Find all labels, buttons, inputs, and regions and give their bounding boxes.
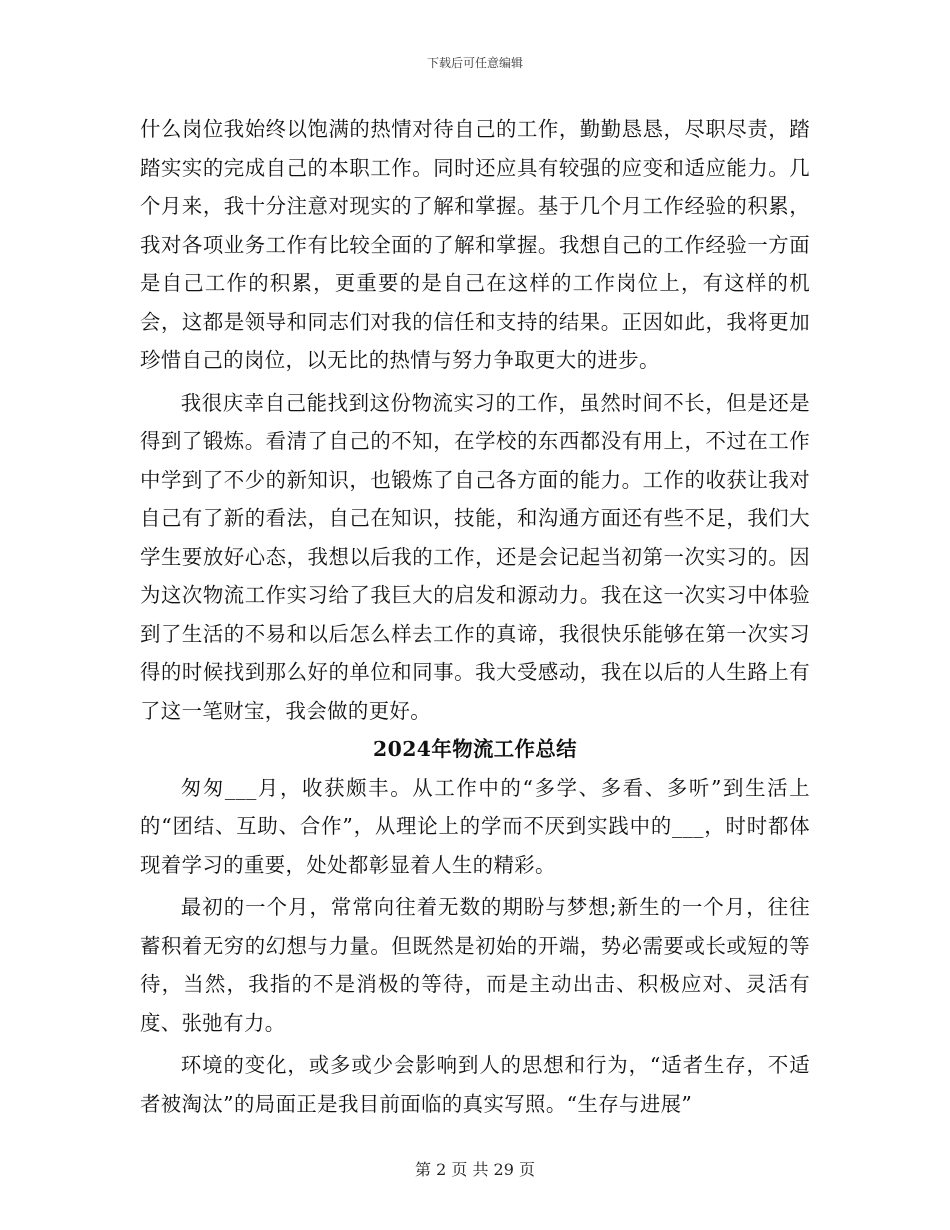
section-title: 2024年物流工作总结 xyxy=(373,737,577,761)
header-note: 下载后可任意编辑 xyxy=(426,56,523,70)
section-paragraph-2: 最初的一个月，常常向往着无数的期盼与梦想;新生的一个月，往往蓄积着无穷的幻想与力量。但既然是初始的开端，势必需要或长或短的等待，当然，我指的不是消极的等待，而是主动出击、积极应对、灵活有度、张弛有力。 xyxy=(140,895,810,1035)
page-number: 第 2 页 共 29 页 xyxy=(415,1160,535,1179)
document-body xyxy=(140,110,810,1123)
section-paragraph-1: 匆匆___月，收获颇丰。从工作中的“多学、多看、多听”到生活上的“团结、互助、合作”，从理论上的学而不厌到实践中的___，时时都体现着学习的重要，处处都彰显着人生的精彩。 xyxy=(140,775,810,877)
section-paragraph-3: 环境的变化，或多或少会影响到人的思想和行为，“适者生存，不适者被淘汰”的局面正是我目前面临的真实写照。“生存与进展” xyxy=(140,1053,810,1116)
paragraph-continued: 什么岗位我始终以饱满的热情对待自己的工作，勤勤恳恳，尽职尽责，踏踏实实的完成自己的本职工作。同时还应具有较强的应变和适应能力。几个月来，我十分注意对现实的了解和掌握。基于几个月工作经验的积累，我对各项业务工作有比较全面的了解和掌握。我想自己的工作经验一方面是自己工作的积累，更重要的是自己在这样的工作岗位上，有这样的机会，这都是领导和同志们对我的信任和支持的结果。正因如此，我将更加珍惜自己的岗位，以无比的热情与努力争取更大的进步。 xyxy=(140,117,810,372)
paragraph-internship-reflection: 我很庆幸自己能找到这份物流实习的工作，虽然时间不长，但是还是得到了锻炼。看清了自己的不知，在学校的东西都没有用上，不过在工作中学到了不少的新知识，也锻炼了自己各方面的能力。工作的收获让我对自己有了新的看法，自己在知识，技能，和沟通方面还有些不足，我们大学生要放好心态，我想以后我的工作，还是会记起当初第一次实习的。因为这次物流工作实习给了我巨大的启发和源动力。我在这一次实习中体验到了生活的不易和以后怎么样去工作的真谛，我很快乐能够在第一次实习得的时候找到那么好的单位和同事。我大受感动，我在以后的人生路上有了这一笔财宝，我会做的更好。 xyxy=(140,390,810,723)
